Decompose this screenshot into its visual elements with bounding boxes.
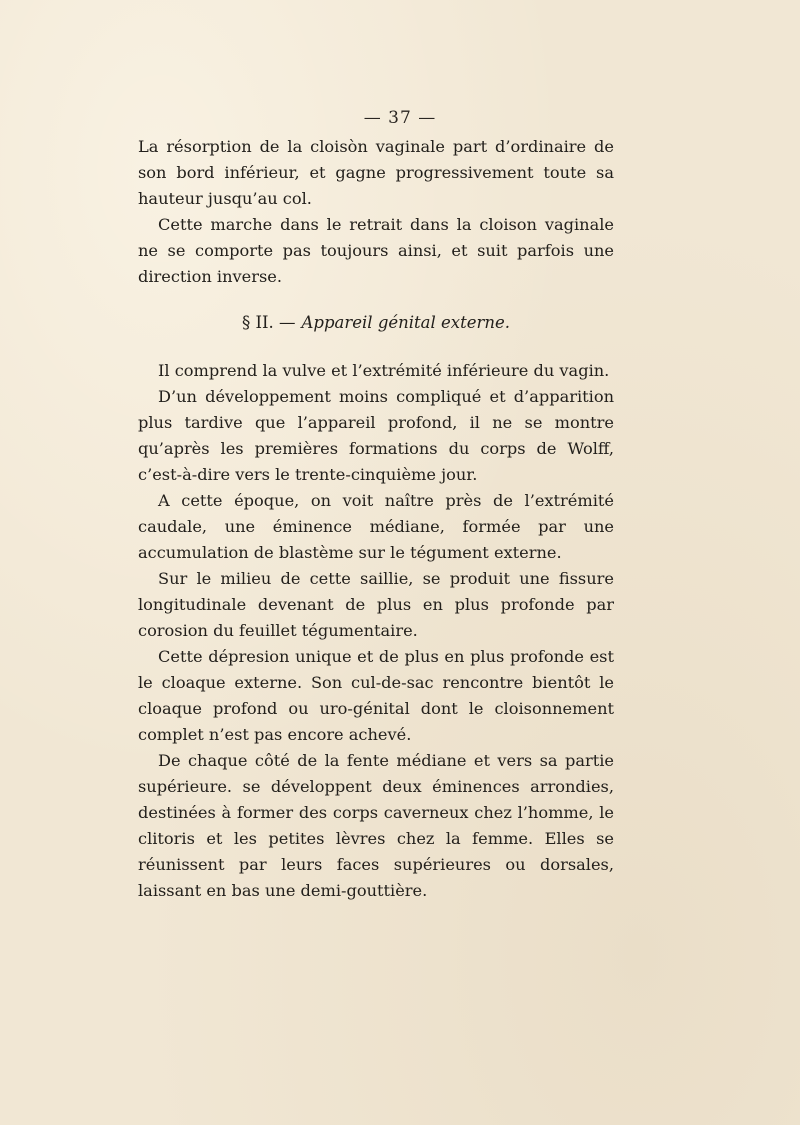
- page-number: — 37 —: [363, 108, 437, 128]
- paragraph: Il comprend la vulve et l’extrémité inférieure du vagin.: [158, 361, 610, 380]
- paragraph: Sur le milieu de cette saillie, se produit une fissure longitudinale devenant de plus en plus profonde par corosion du feuillet tégumentaire.: [138, 569, 614, 640]
- page-text: [138, 134, 614, 904]
- paragraph: La résorption de la cloisòn vaginale part d’ordinaire de son bord inférieur, et gagne progressivement toute sa hauteur jusqu’au col.: [138, 137, 614, 208]
- paragraph: Cette dépresion unique et de plus en plus profonde est le cloaque externe. Son cul-de-sac rencontre bientôt le cloaque profond ou uro-génital dont le cloisonnement complet n’est pas encore achevé.: [138, 647, 614, 744]
- section-title: Appareil génital externe.: [301, 313, 511, 332]
- paragraph: A cette époque, on voit naître près de l’extrémité caudale, une éminence médiane, formée par une accumulation de blastème sur le tégument externe.: [138, 491, 614, 562]
- paragraph: Cette marche dans le retrait dans la cloison vaginale ne se comporte pas toujours ainsi, et suit parfois une direction inverse.: [138, 215, 614, 286]
- paragraph: D’un développement moins compliqué et d’apparition plus tardive que l’appareil profond, il ne se montre qu’après les premières formations du corps de Wolff, c’est-à-dire vers le trente-cinquième jour.: [138, 387, 614, 484]
- section-number: § II. —: [241, 313, 296, 332]
- paragraph: De chaque côté de la fente médiane et vers sa partie supérieure. se développent deux éminences arrondies, destinées à former des corps caverneux chez l’homme, le clitoris et les petites lèvres chez la femme. Elles se réunissent par leurs faces supérieures ou dorsales, laissant en bas une demi-gouttière.: [138, 751, 614, 900]
- section-heading: [138, 310, 614, 336]
